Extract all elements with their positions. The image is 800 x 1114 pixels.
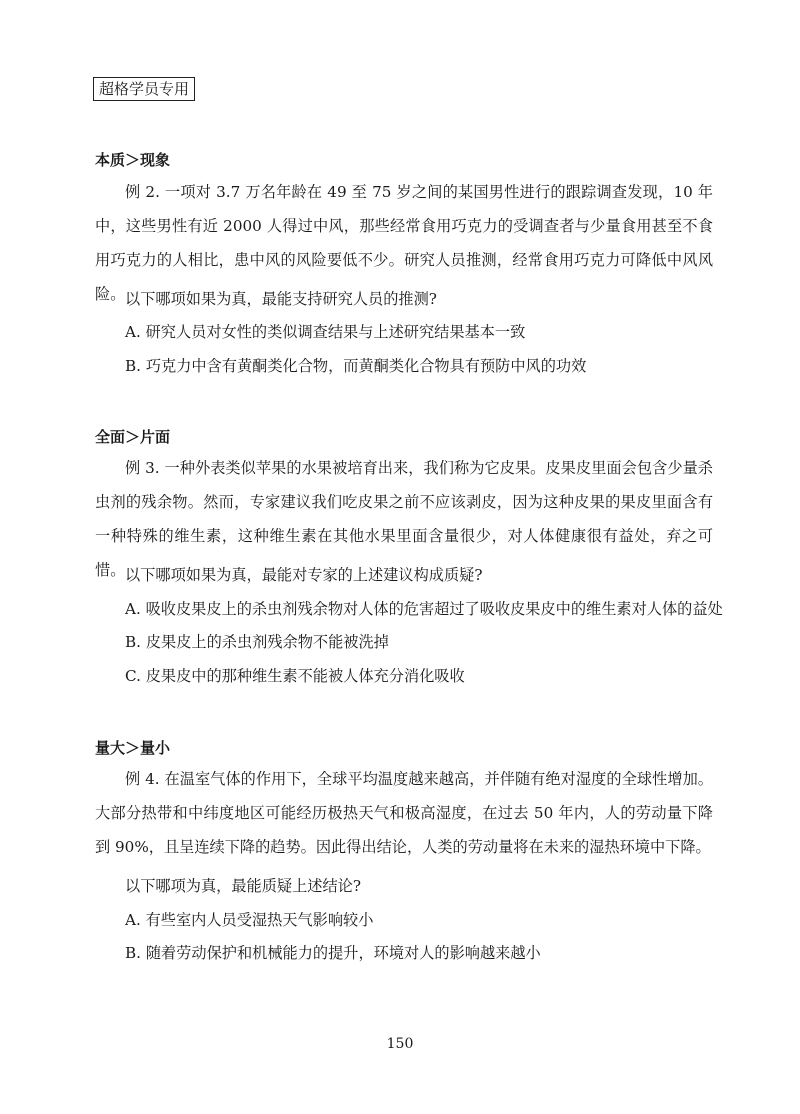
option-b: B. 随着劳动保护和机械能力的提升，环境对人的影响越来越小 — [125, 944, 541, 962]
option-c: C. 皮果皮中的那种维生素不能被人体充分消化吸收 — [125, 667, 465, 685]
option-b: B. 巧克力中含有黄酮类化合物，而黄酮类化合物具有预防中风的功效 — [125, 357, 587, 375]
question-text: 以下哪项如果为真，最能支持研究人员的推测? — [125, 290, 437, 308]
page-number: 150 — [386, 1036, 414, 1052]
question-text: 以下哪项为真，最能质疑上述结论? — [125, 877, 361, 895]
header-tag: 超格学员专用 — [93, 77, 195, 101]
option-a: A. 有些室内人员受湿热天气影响较小 — [125, 911, 374, 929]
example-paragraph: 例 4. 在温室气体的作用下，全球平均温度越来越高，并伴随有绝对湿度的全球性增加。大部分热带和中纬度地区可能经历极热天气和极高湿度，在过去 50 年内，人的劳动量下降到 90%，且呈连续下降的趋势。因此得出结论，人类的劳动量将在未来的湿热环境中下降。 — [95, 770, 713, 856]
example-paragraph: 例 2. 一项对 3.7 万名年龄在 49 至 75 岁之间的某国男性进行的跟踪调查发现，10 年中，这些男性有近 2000 人得过中风，那些经常食用巧克力的受调查者与少量食用甚至不食用巧克力的人相比，患中风的风险要低不少。研究人员推测，经常食用巧克力可降低中风风险。 — [95, 183, 713, 303]
option-a: A. 研究人员对女性的类似调查结果与上述研究结果基本一致 — [125, 323, 526, 341]
option-b: B. 皮果皮上的杀虫剂残余物不能被洗掉 — [125, 633, 389, 651]
section-title: 量大＞量小 — [95, 739, 171, 757]
question-text: 以下哪项如果为真，最能对专家的上述建议构成质疑? — [125, 566, 483, 584]
example-paragraph: 例 3. 一种外表类似苹果的水果被培育出来，我们称为它皮果。皮果皮里面会包含少量杀虫剂的残余物。然而，专家建议我们吃皮果之前不应该剥皮，因为这种皮果的果皮里面含有一种特殊的维生素，这种维生素在其他水果里面含量很少，对人体健康很有益处，弃之可惜。 — [95, 459, 713, 579]
section-title: 全面＞片面 — [95, 428, 171, 446]
section-title: 本质＞现象 — [95, 151, 171, 169]
option-a: A. 吸收皮果皮上的杀虫剂残余物对人体的危害超过了吸收皮果皮中的维生素对人体的益处 — [125, 600, 723, 618]
